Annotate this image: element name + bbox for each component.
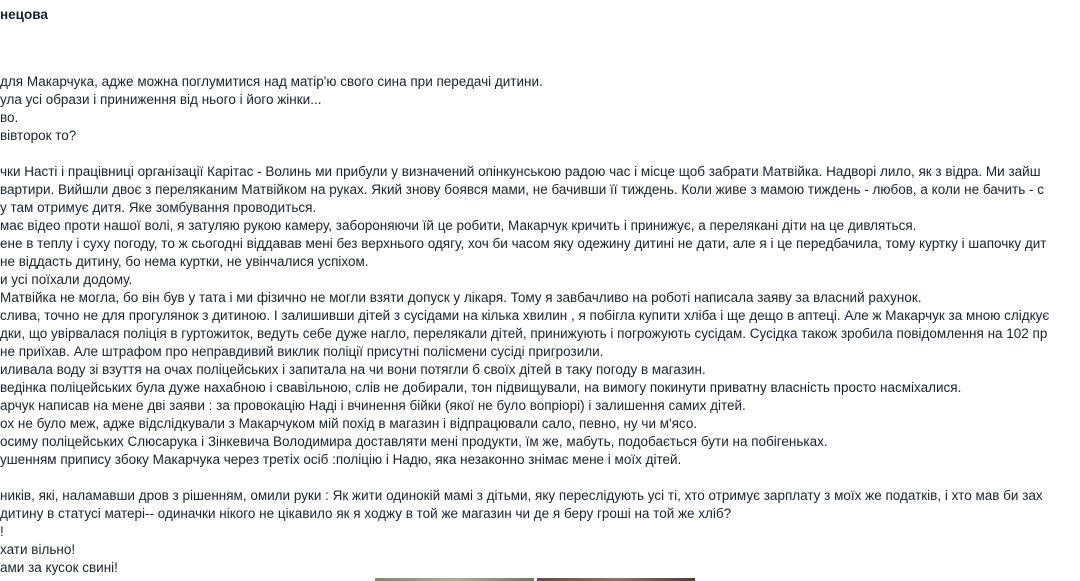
paragraph-gap bbox=[0, 469, 1080, 487]
post-text-line: не приїхав. Але штрафом про неправдивий виклик поліції присутні полісмени сусіді пригрозили. bbox=[0, 344, 604, 359]
post-text-line: вартири. Вийшли двоє з переляканим Матвійком на руках. Який знову боявся мами, не бачивши її тиждень. Коли живе з мамою тиждень - любов, а коли не бачить - с bbox=[0, 182, 1045, 197]
post-text-line: ох не було меж, адже відслідкували з Макарчуком мій похід в магазин і відпрацювали сало, певно, ну чи м'ясо. bbox=[0, 416, 698, 431]
post-text-line: и усі поїхали додому. bbox=[0, 272, 133, 287]
post-author-name[interactable]: нецова bbox=[0, 7, 48, 22]
post-text-line: ула усі образи і приниження від нього і його жінки... bbox=[0, 92, 322, 107]
post-text-line: дки, що увірвалася поліція в гуртожиток, ведуть себе дуже нагло, перелякали дітей, принижують і погрожують сусідам. Сусідка також зробила повідомлення на 102 пр bbox=[0, 326, 1048, 341]
post-text-line: вівторок то? bbox=[0, 128, 77, 143]
post-text-line: чки Насті і працівниці організації Карітас - Волинь ми прибули у визначений опінкунською радою час і місце щоб забрати Матвійка. Надворі лило, як з відра. Ми зайш bbox=[0, 164, 1041, 179]
paragraph-gap bbox=[0, 145, 1080, 163]
post-text-line: у там отримує дитя. Яке зомбування проводиться. bbox=[0, 200, 317, 215]
post-text-line: слива, точно не для прогулянок з дитиною. І залишивши дітей з сусідами на кілька хвилин , я побігла купити хліба і ще дещо в аптеці. Але ж Макарчук за мною слідкує bbox=[0, 308, 1050, 323]
post-text-line: во. bbox=[0, 110, 19, 125]
post-text-line: для Макарчука, адже можна поглумитися над матір'ю свого сина при передачі дитини. bbox=[0, 74, 543, 89]
post-text-line: ників, які, наламавши дров з рішенням, омили руки : Як жити одинокій мамі з дітьми, яку переслідують усі ті, хто отримує зарплату з моїх же податків, і хто мав би зах bbox=[0, 488, 1043, 503]
post-text-line: має відео проти нашої волі, я затуляю рукою камеру, забороняючи їй це робити, Макарчук кричить і принижує, а перелякані діти на це дивляться. bbox=[0, 218, 917, 233]
post-text-line: ене в теплу і суху погоду, то ж сьогодні віддавав мені без верхнього одягу, хоч би часом яку одежину дитині не дати, але я і це передбачила, тому куртку і шапочку дит bbox=[0, 236, 1047, 251]
post-text bbox=[0, 73, 1080, 577]
post-text-line: ушенням припису збоку Макарчука через третіх осіб :поліцію і Надю, яка незаконно знімає мене і моїх дітей. bbox=[0, 452, 682, 467]
post-text-line: ! bbox=[0, 524, 4, 539]
post-text-line: не віддасть дитину, бо нема куртки, не увінчалися успіхом. bbox=[0, 254, 369, 269]
post-text-line: осиму поліцейських Слюсарука і Зінкевича Володимира доставляти мені продукти, їм же, мабуть, подобається бути на побігеньках. bbox=[0, 434, 828, 449]
post-text-line: Матвійка не могла, бо він був у тата і ми фізично не могли взяти допуск у лікаря. Тому я завбачливо на роботі написала заяву за власний рахунок. bbox=[0, 290, 922, 305]
post-text-line: ами за кусок свині! bbox=[0, 560, 118, 575]
post-text-line: ведінка поліцейських була дуже нахабною і свавільною, слів не добирали, тон підвищували, на вимогу покинути приватну власність просто насміхалися. bbox=[0, 380, 962, 395]
post-text-line: дитину в статусі матері-- одиначки нікого не цікавило як я ходжу в той же магазин чи де я беру гроші на той же хліб? bbox=[0, 506, 732, 521]
post-text-line: иливала воду зі взуття на очах поліцейських і запитала на чи вони потягли б своїх дітей в таку погоду в магазин. bbox=[0, 362, 706, 377]
post-text-line: хати вільно! bbox=[0, 542, 76, 557]
post-text-line: арчук написав на мене дві заяви : за провокацію Наді і вчинення бійки (якої не було вопріорі) і залишення самих дітей. bbox=[0, 398, 746, 413]
